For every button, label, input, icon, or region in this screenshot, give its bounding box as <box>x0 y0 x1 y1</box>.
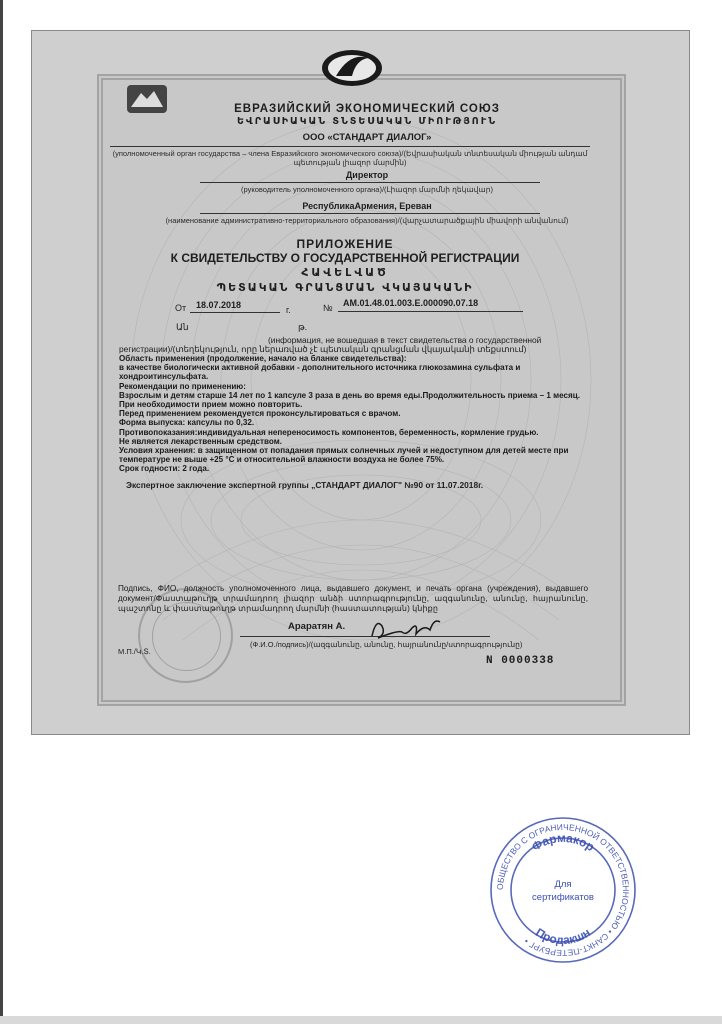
body-line: Противопоказания:индивидуальная непереносимость компонентов, беременность, кормление грудью. <box>119 427 539 437</box>
date-underline <box>190 312 280 313</box>
registration-date: 18.07.2018 <box>196 300 242 310</box>
serial-number: N 0000338 <box>486 655 555 667</box>
position-underline <box>200 182 540 183</box>
location-underline <box>200 213 540 214</box>
number-label: № <box>323 303 333 313</box>
body-line: Не является лекарственным средством. <box>119 436 282 446</box>
position-title: Директор <box>345 170 389 180</box>
info-caption-line-2: регистрации)/(տեղեկություն, որը ներառված չէ պետական գրանցման վկայականի տեքստում) <box>119 344 527 354</box>
body-line: Перед применением рекомендуется проконсультироваться с врачом. <box>119 409 401 419</box>
body-line: Срок годности: 2 года. <box>119 464 210 474</box>
number-underline <box>338 311 523 312</box>
body-line: Условия хранения: в защищенном от попадания прямых солнечных лучей и недоступном для детей месте при температуре не выше +25 °С и относительной влажности воздуха не более 75%. <box>119 446 569 465</box>
body-line: Область применения (продолжение, начало на бланке свидетельства): <box>119 354 407 363</box>
signature-instructions: Подпись, ФИО, должность уполномоченного лица, выдавшего документ, и печать органа (учреждения), выдавшего документ/Փաստաթուղթ տրամադրող լիազոր անձի ստորագրությունը, ազգանունը, անունը, հայրանունը, պաշտոնը և փաստաթուղթ տրամադրող մարմնի (հաստատության) կնիքը <box>118 584 588 613</box>
location-caption: (наименование административно-территориального образования)/(վարչատարածքային միավորի անվանում) <box>165 216 569 225</box>
location: РеспубликаАрмения, Ереван <box>302 201 432 211</box>
body-line: Взрослым и детям старше 14 лет по 1 капсуле 3 раза в день во время еды.Продолжительность приема – 1 месяц. При необходимости прием можно повторить. <box>119 390 580 410</box>
union-title-ru: ЕВРАЗИЙСКИЙ ЭКОНОМИЧЕСКИЙ СОЮЗ <box>234 103 500 115</box>
registration-number: АМ.01.48.01.003.Е.000090.07.18 <box>343 298 479 308</box>
expert-conclusion: Экспертное заключение экспертной группы „СТАНДАРТ ДИАЛОГ" №90 от 11.07.2018г. <box>126 480 484 490</box>
stamp-ring-text: ОБЩЕСТВО С ОГРАНИЧЕННОЙ ОТВЕТСТВЕННОСТЬЮ • САНКТ-ПЕТЕРБУРГ • <box>494 821 632 959</box>
organization-caption: (уполномоченный орган государства – члена Евразийского экономического союза)/(Եվրասիական տնտեսական միության անդամ պետության լիազոր մարմին) <box>112 149 588 167</box>
stamp-center-line-2: сертификатов <box>532 892 594 903</box>
year-label-am: թ. <box>298 322 308 332</box>
signature-caption: (Ф.И.О./подпись)/(ազգանունը, անունը, հայրանունը/ստորագրությունը) <box>250 640 523 649</box>
body-line: в качестве биологически активной добавки - дополнительного источника глюкозамина сульфата и хондроитинсульфата. <box>119 363 521 382</box>
position-caption: (руководитель уполномоченного органа)/(Լիազոր մարմնի ղեկավար) <box>241 185 493 194</box>
scan-edge <box>0 0 3 1024</box>
from-label-am: Ան <box>176 322 189 332</box>
union-title-am: ԵՎՐԱՍԻԱԿԱՆ ՏՆՏԵՍԱԿԱՆ ՄԻՈՒԹՅՈՒՆ <box>236 116 498 127</box>
appendix-title-ru: ПРИЛОЖЕНИЕ <box>296 237 394 251</box>
company-stamp <box>488 815 638 965</box>
product-details <box>119 354 589 474</box>
signatory-name: Араратян А. <box>288 621 346 632</box>
appendix-title-am: ՀԱՎԵԼՎԱԾ <box>301 266 389 279</box>
ararat-emblem-icon <box>127 85 167 113</box>
signature-underline <box>240 636 490 637</box>
eaeu-logo-icon <box>316 46 388 90</box>
stamp-company-bottom: Продакшн <box>532 925 594 948</box>
appendix-subtitle-ru: К СВИДЕТЕЛЬСТВУ О ГОСУДАРСТВЕННОЙ РЕГИСТРАЦИИ <box>170 251 520 265</box>
stamp-company-top: Фармакор <box>529 830 598 855</box>
body-line: Форма выпуска: капсулы по 0,32. <box>119 418 255 428</box>
from-label: От <box>175 303 187 313</box>
mp-label: М.П./Կ.Տ. <box>118 647 151 656</box>
organization-underline <box>110 146 590 147</box>
body-line: Рекомендации по применению: <box>119 381 246 391</box>
organization-name: ООО «СТАНДАРТ ДИАЛОГ» <box>302 132 432 143</box>
info-caption-line-1: (информация, не вошедшая в текст свидетельства о государственной <box>268 335 542 345</box>
scan-bottom-edge <box>0 1016 722 1024</box>
stamp-center-line-1: Для <box>554 879 572 890</box>
appendix-subtitle-am: ՊԵՏԱԿԱՆ ԳՐԱՆՑՄԱՆ ՎԿԱՅԱԿԱՆԻ <box>216 281 474 294</box>
year-label: г. <box>286 305 291 315</box>
svg-text:Продакшн <box>533 925 593 947</box>
